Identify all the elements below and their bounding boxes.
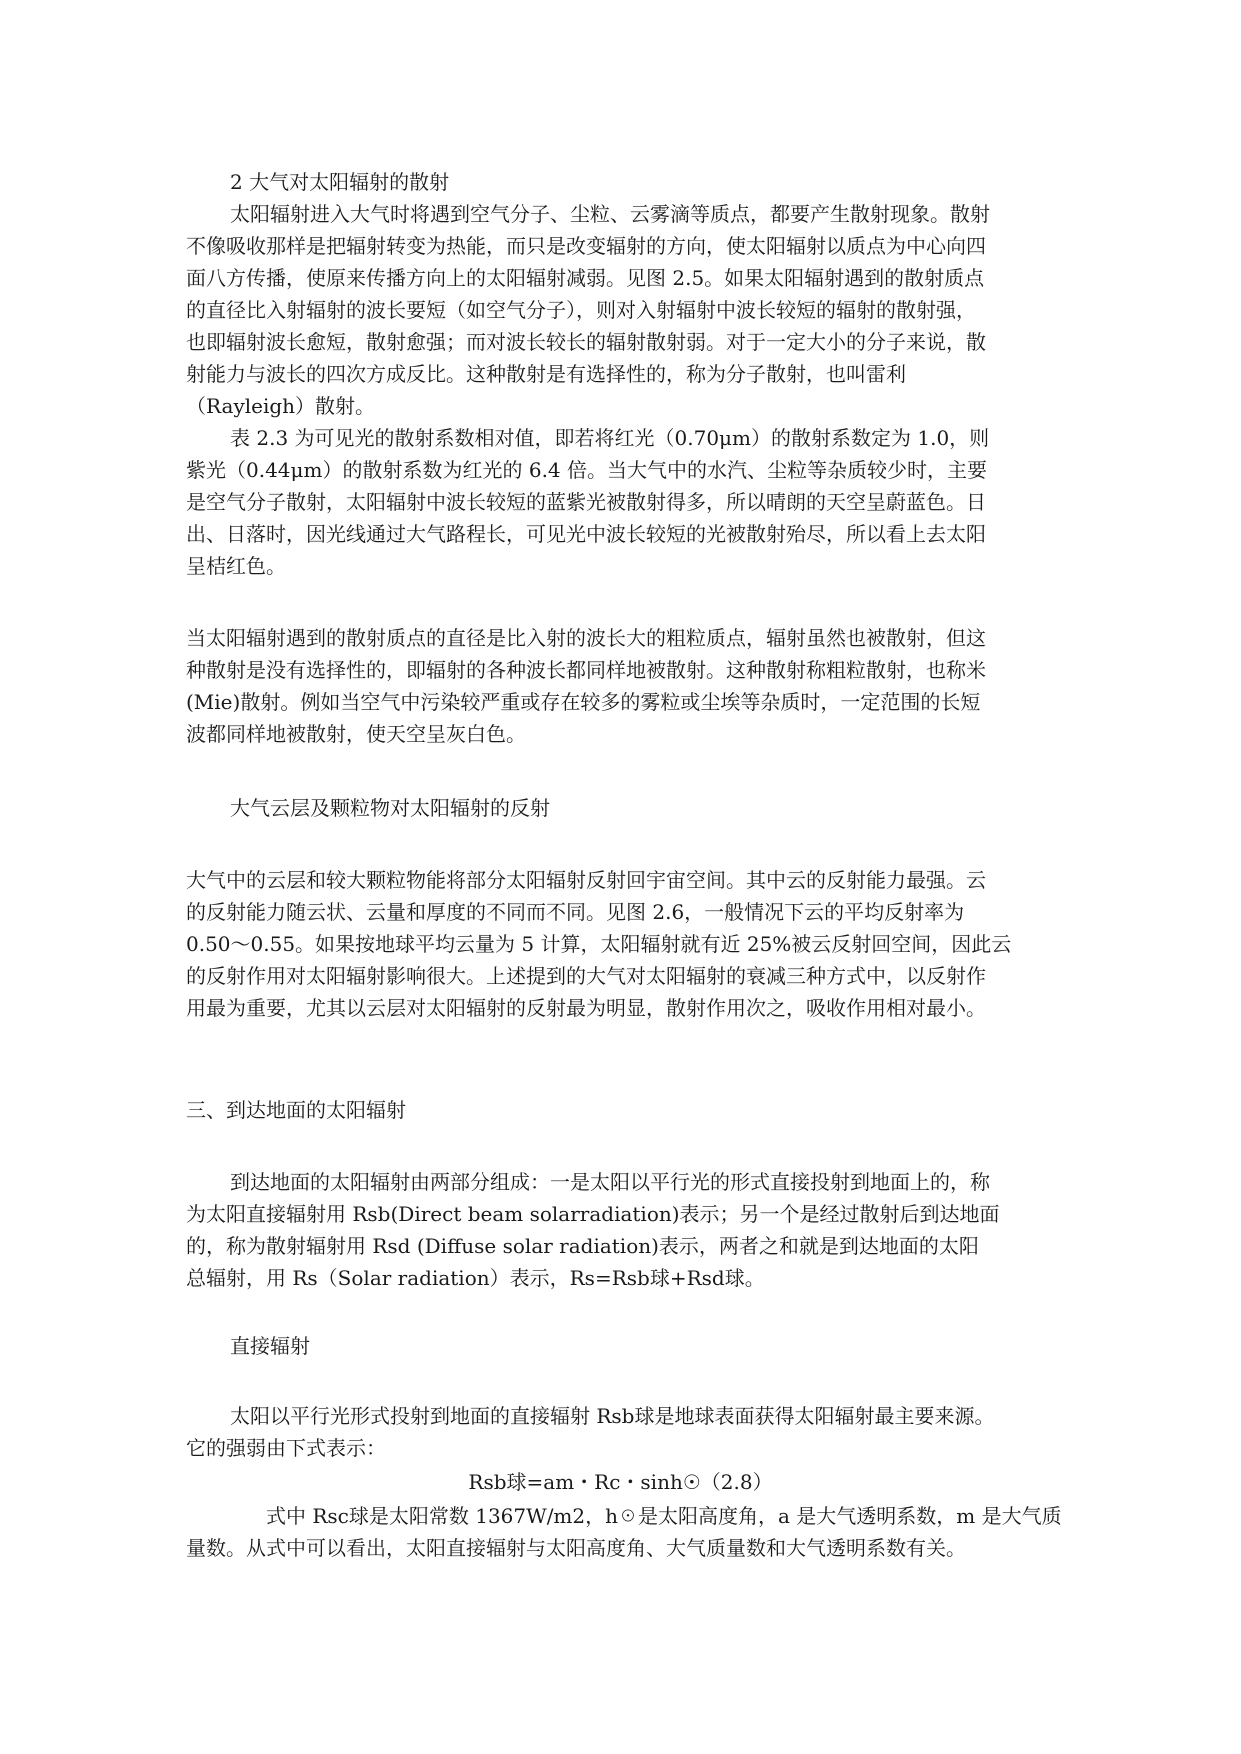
text-line: 式中 Rsc球是太阳常数 1367W/m2，h☉是太阳高度角，a 是大气透明系数，m 是大气质 — [266, 1504, 1062, 1528]
text-line: 表 2.3 为可见光的散射系数相对值，即若将红光（0.70μm）的散射系数定为 1.0，则 — [230, 426, 990, 450]
text-line: 到达地面的太阳辐射由两部分组成：一是太阳以平行光的形式直接投射到地面上的，称 — [230, 1170, 990, 1194]
text-line: 的直径比入射辐射的波长要短（如空气分子），则对入射辐射中波长较短的辐射的散射强， — [186, 298, 976, 322]
text-line: (Mie)散射。例如当空气中污染较严重或存在较多的雾粒或尘埃等杂质时，一定范围的长短 — [186, 690, 981, 714]
text-line: 是空气分子散射，太阳辐射中波长较短的蓝紫光被散射得多，所以晴朗的天空呈蔚蓝色。日 — [186, 490, 986, 514]
text-line: 它的强弱由下式表示： — [186, 1436, 386, 1460]
text-line: 种散射是没有选择性的，即辐射的各种波长都同样地被散射。这种散射称粗粒散射，也称米 — [186, 658, 986, 682]
text-line: 呈桔红色。 — [186, 554, 286, 578]
text-line: 太阳以平行光形式投射到地面的直接辐射 Rsb球是地球表面获得太阳辐射最主要来源。 — [230, 1404, 995, 1428]
text-line: （Rayleigh）散射。 — [186, 394, 376, 418]
formula-2-8: Rsb球=am・Rc・sinh☉（2.8） — [468, 1470, 773, 1494]
text-line: 太阳辐射进入大气时将遇到空气分子、尘粒、云雾滴等质点，都要产生散射现象。散射 — [230, 202, 990, 226]
text-line: 波都同样地被散射，使天空呈灰白色。 — [186, 722, 526, 746]
section-heading-reflection: 大气云层及颗粒物对太阳辐射的反射 — [230, 796, 550, 820]
text-line: 量数。从式中可以看出，太阳直接辐射与太阳高度角、大气质量数和大气透明系数有关。 — [186, 1536, 966, 1560]
text-line: 不像吸收那样是把辐射转变为热能，而只是改变辐射的方向，使太阳辐射以质点为中心向四 — [186, 234, 986, 258]
section-heading-surface-radiation: 三、到达地面的太阳辐射 — [186, 1098, 406, 1122]
text-line: 面八方传播，使原来传播方向上的太阳辐射减弱。见图 2.5。如果太阳辐射遇到的散射质点 — [186, 266, 985, 290]
text-line: 当太阳辐射遇到的散射质点的直径是比入射的波长大的粗粒质点，辐射虽然也被散射，但这 — [186, 626, 986, 650]
text-line: 大气中的云层和较大颗粒物能将部分太阳辐射反射回宇宙空间。其中云的反射能力最强。云 — [186, 868, 986, 892]
section-heading-scattering: 2 大气对太阳辐射的散射 — [230, 170, 450, 194]
text-line: 为太阳直接辐射用 Rsb(Direct beam solarradiation)表示；另一个是经过散射后到达地面 — [186, 1202, 1000, 1226]
text-line: 紫光（0.44μm）的散射系数为红光的 6.4 倍。当大气中的水汽、尘粒等杂质较少时，主要 — [186, 458, 988, 482]
section-heading-direct-radiation: 直接辐射 — [230, 1334, 310, 1358]
text-line: 总辐射，用 Rs（Solar radiation）表示，Rs=Rsb球+Rsd球。 — [186, 1266, 765, 1290]
text-line: 的反射作用对太阳辐射影响很大。上述提到的大气对太阳辐射的衰减三种方式中，以反射作 — [186, 964, 986, 988]
text-line: 射能力与波长的四次方成反比。这种散射是有选择性的，称为分子散射，也叫雷利 — [186, 362, 906, 386]
text-line: 的反射能力随云状、云量和厚度的不同而不同。见图 2.6，一般情况下云的平均反射率为 — [186, 900, 965, 924]
text-line: 0.50～0.55。如果按地球平均云量为 5 计算，太阳辐射就有近 25%被云反射回空间，因此云 — [186, 932, 1012, 956]
text-line: 出、日落时，因光线通过大气路程长，可见光中波长较短的光被散射殆尽，所以看上去太阳 — [186, 522, 986, 546]
text-line: 也即辐射波长愈短，散射愈强；而对波长较长的辐射散射弱。对于一定大小的分子来说，散 — [186, 330, 986, 354]
text-line: 用最为重要，尤其以云层对太阳辐射的反射最为明显，散射作用次之，吸收作用相对最小。 — [186, 996, 986, 1020]
text-line: 的，称为散射辐射用 Rsd (Diffuse solar radiation)表示，两者之和就是到达地面的太阳 — [186, 1234, 979, 1258]
